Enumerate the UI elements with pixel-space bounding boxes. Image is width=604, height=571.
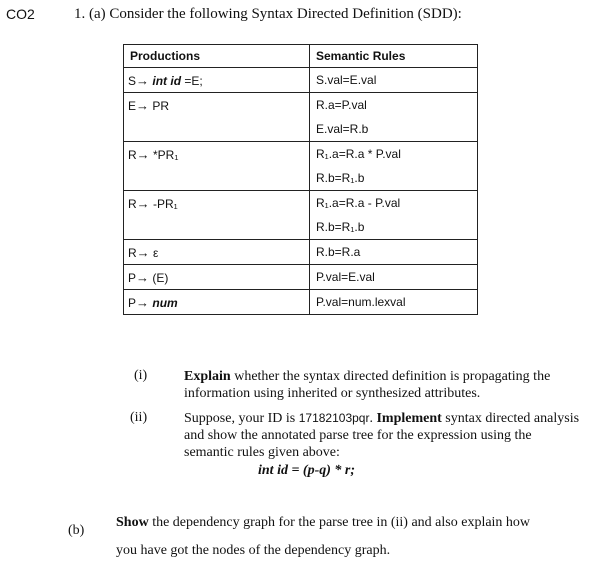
item-ii-number: (ii) bbox=[130, 410, 148, 425]
question-heading: 1. (a) Consider the following Syntax Directed Definition (SDD): bbox=[74, 6, 462, 22]
rule-cell: R₁.a=R.a * P.val bbox=[310, 142, 478, 167]
semantic-rules-header: Semantic Rules bbox=[310, 45, 478, 68]
part-b-line1: Show the dependency graph for the parse tree in (ii) and also explain how bbox=[116, 515, 531, 530]
productions-header: Productions bbox=[124, 45, 310, 68]
rule-cell: R₁.a=R.a - P.val bbox=[310, 191, 478, 216]
rule-cell: P.val=E.val bbox=[310, 265, 478, 290]
right-arrow-icon: → bbox=[136, 97, 150, 113]
right-arrow-icon: → bbox=[136, 72, 150, 88]
rule-cell: S.val=E.val bbox=[310, 68, 478, 93]
right-arrow-icon: → bbox=[136, 269, 150, 285]
table-row bbox=[124, 215, 478, 240]
rule-cell: R.a=P.val bbox=[310, 93, 478, 118]
production-cell: R→ *PR₁ bbox=[124, 142, 310, 167]
production-cell: S→ int id =E; bbox=[124, 68, 310, 93]
production-cell: R→ ε bbox=[124, 240, 310, 265]
table-row bbox=[124, 117, 478, 142]
table-row bbox=[124, 265, 478, 290]
part-b-label: (b) bbox=[68, 523, 85, 538]
table-row bbox=[124, 68, 478, 93]
sdd-table bbox=[123, 44, 478, 315]
production-cell: E→ PR bbox=[124, 93, 310, 118]
rule-cell: E.val=R.b bbox=[310, 117, 478, 142]
rule-cell: P.val=num.lexval bbox=[310, 290, 478, 315]
right-arrow-icon: → bbox=[136, 146, 150, 162]
table-row bbox=[124, 93, 478, 118]
right-arrow-icon: → bbox=[136, 294, 150, 310]
rule-cell: R.b=R.a bbox=[310, 240, 478, 265]
expression: int id = (p-q) * r; bbox=[258, 463, 356, 478]
item-i-number: (i) bbox=[134, 368, 148, 383]
table-row bbox=[124, 142, 478, 167]
course-outcome-label: CO2 bbox=[6, 6, 35, 22]
production-cell: P→ num bbox=[124, 290, 310, 315]
item-ii-text: Suppose, your ID is 17182103pqr. Implement syntax directed analysis and show the annotated parse tree for the expression using the semantic rules given above: bbox=[184, 411, 580, 460]
table-row bbox=[124, 166, 478, 191]
rule-cell: R.b=R₁.b bbox=[310, 215, 478, 240]
rule-cell: R.b=R₁.b bbox=[310, 166, 478, 191]
production-cell: P→ (E) bbox=[124, 265, 310, 290]
right-arrow-icon: → bbox=[136, 244, 150, 260]
table-row bbox=[124, 240, 478, 265]
right-arrow-icon: → bbox=[136, 195, 150, 211]
item-i-text: Explain whether the syntax directed definition is propagating the information using inherited or synthesized attributes. bbox=[184, 369, 551, 401]
production-cell: R→ -PR₁ bbox=[124, 191, 310, 216]
table-row bbox=[124, 191, 478, 216]
table-row bbox=[124, 290, 478, 315]
part-b-line2: you have got the nodes of the dependency graph. bbox=[116, 543, 391, 558]
